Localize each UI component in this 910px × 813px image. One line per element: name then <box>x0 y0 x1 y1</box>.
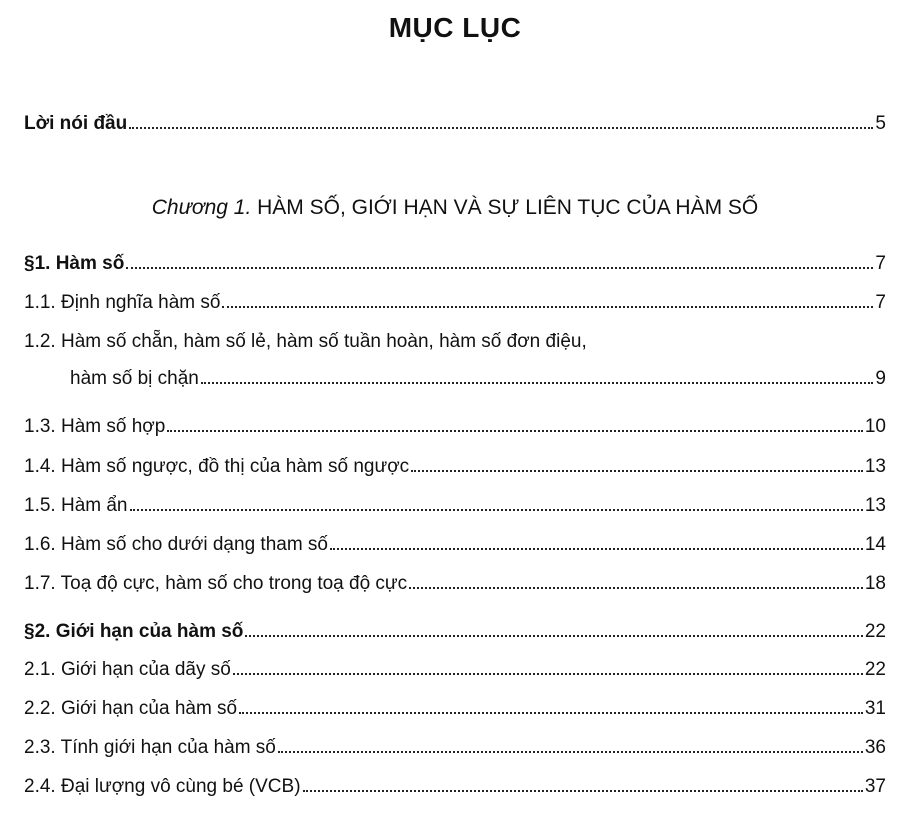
page-title: MỤC LỤC <box>388 12 522 43</box>
dot-leader <box>278 750 863 753</box>
toc-entry-page: 36 <box>864 737 886 758</box>
toc-entry-label: 1.7. Toạ độ cực, hàm số cho trong toạ độ cực <box>24 573 408 594</box>
toc-entry-page: 10 <box>864 416 886 437</box>
toc-entry-2-4 <box>24 776 886 798</box>
dot-leader <box>233 672 863 675</box>
toc-entry-section-1 <box>24 253 886 275</box>
toc-entry-page: 5 <box>875 113 886 134</box>
toc-entry-page: 31 <box>864 698 886 719</box>
toc-entry-preface <box>24 113 886 135</box>
toc-entry-page: 14 <box>864 534 886 555</box>
dot-leader <box>167 429 863 432</box>
dot-leader <box>126 266 873 269</box>
toc-entry-1-7 <box>24 573 886 595</box>
dot-leader <box>303 789 863 792</box>
toc-entry-1-1 <box>24 292 886 314</box>
toc-entry-page: 18 <box>864 573 886 594</box>
toc-entry-label: 1.1. Định nghĩa hàm số <box>24 292 221 313</box>
chapter-heading <box>0 196 910 220</box>
toc-entry-label: §2. Giới hạn của hàm số <box>24 621 244 642</box>
toc-entry-label: 2.1. Giới hạn của dãy số <box>24 659 231 680</box>
toc-entry-page: 9 <box>875 368 886 389</box>
toc-entry-1-3 <box>24 416 886 438</box>
toc-entry-page: 13 <box>864 456 886 477</box>
toc-entry-1-5 <box>24 495 886 517</box>
toc-entry-page: 7 <box>875 292 886 313</box>
toc-entry-label: Lời nói đầu <box>24 113 128 134</box>
toc-entry-label: hàm số bị chặn <box>70 368 199 389</box>
dot-leader <box>129 126 873 129</box>
toc-entry-page: 37 <box>864 776 886 797</box>
chapter-prefix: Chương 1. <box>151 196 252 219</box>
toc-entry-page: 13 <box>864 495 886 516</box>
dot-leader <box>222 305 873 308</box>
toc-entry-1-6 <box>24 534 886 556</box>
dot-leader <box>239 711 863 714</box>
toc-entry-page: 22 <box>864 659 886 680</box>
toc-entry-label: 2.2. Giới hạn của hàm số <box>24 698 238 719</box>
toc-entry-2-2 <box>24 698 886 720</box>
toc-entry-label: 2.3. Tính giới hạn của hàm số <box>24 737 276 758</box>
toc-entry-label: 2.4. Đại lượng vô cùng bé (VCB) <box>24 776 301 797</box>
toc-entry-1-4 <box>24 456 886 478</box>
toc-entry-label: 1.5. Hàm ẩn <box>24 495 128 516</box>
toc-entry-page: 7 <box>875 253 886 274</box>
dot-leader <box>411 469 863 472</box>
dot-leader <box>330 547 863 550</box>
toc-entry-label: 1.6. Hàm số cho dưới dạng tham số <box>24 534 328 555</box>
toc-entry-label: 1.4. Hàm số ngược, đồ thị của hàm số ngược <box>24 456 410 477</box>
dot-leader <box>201 381 874 384</box>
toc-entry-page: 22 <box>864 621 886 642</box>
dot-leader <box>409 586 863 589</box>
chapter-name: HÀM SỐ, GIỚI HẠN VÀ SỰ LIÊN TỤC CỦA HÀM SỐ <box>257 196 759 219</box>
toc-entry-1-2-line2 <box>70 368 886 390</box>
toc-entry-2-1 <box>24 659 886 681</box>
toc-entry-2-3 <box>24 737 886 759</box>
toc-entry-label: 1.3. Hàm số hợp <box>24 416 166 437</box>
dot-leader <box>130 508 863 511</box>
dot-leader <box>245 634 862 637</box>
toc-entry-section-2 <box>24 621 886 643</box>
toc-entry-1-2-line1: 1.2. Hàm số chẵn, hàm số lẻ, hàm số tuần hoàn, hàm số đơn điệu, <box>24 331 587 352</box>
toc-entry-label: §1. Hàm số <box>24 253 125 274</box>
